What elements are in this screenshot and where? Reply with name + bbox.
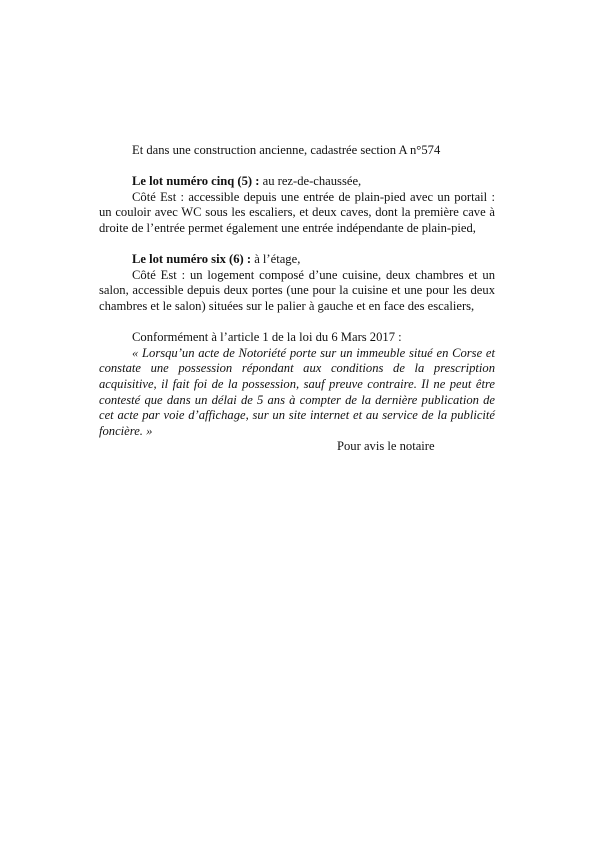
lot5-heading: [99, 174, 495, 190]
lot6-heading-bold: Le lot numéro six (6) :: [132, 252, 252, 267]
lot5-heading-bold: Le lot numéro cinq (5) :: [132, 174, 260, 189]
lot5-body: Côté Est : accessible depuis une entrée de plain-pied avec un portail : un couloir avec WC sous les escaliers, et deux caves, dont la première cave à droite de l’entrée permet également une entrée indépendante de plain-pied,: [99, 189, 495, 235]
intro-paragraph: Et dans une construction ancienne, cadastrée section A n°574: [132, 143, 441, 157]
spacer: [99, 159, 495, 175]
signature: Pour avis le notaire: [337, 439, 435, 454]
document-body: [99, 143, 495, 455]
lot5-heading-rest: au rez-de-chaussée,: [259, 174, 362, 189]
lot6-body: Côté Est : un logement composé d’une cuisine, deux chambres et un salon, accessible depuis deux portes (une pour la cuisine et une pour les deux chambres et le salon) situées sur le palier à gauche et en face des escaliers,: [99, 267, 495, 313]
lot6-heading-rest: à l’étage,: [251, 252, 301, 267]
legal-quote: « Lorsqu’un acte de Notoriété porte sur un immeuble situé en Corse et constate une possession répondant aux conditions de la prescription acquisitive, il fait foi de la possession, sauf preuve contraire. Il ne peut être contesté que dans un délai de 5 ans à compter de la dernière publication de cet acte par voie d’affichage, sur un site internet et au service de la publicité foncière. »: [99, 345, 495, 438]
spacer: [99, 315, 495, 331]
conformement-paragraph: Conformément à l’article 1 de la loi du 6 Mars 2017 :: [132, 330, 402, 345]
spacer: [99, 237, 495, 253]
lot6-heading: [99, 252, 495, 268]
